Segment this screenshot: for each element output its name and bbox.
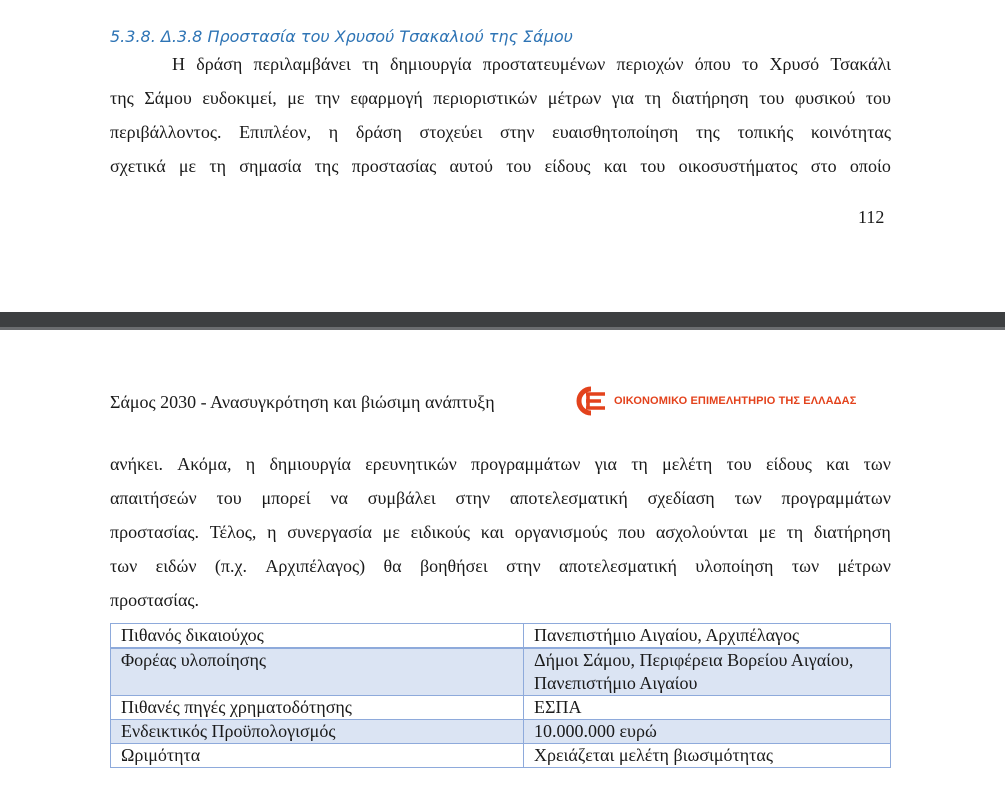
paragraph-line: ανήκει. Ακόμα, η δημιουργία ερευνητικών προγραμμάτων για τη μελέτη του είδους και των [110, 454, 891, 474]
oe-logo-icon [571, 385, 611, 417]
paragraph-page-112 [110, 47, 891, 183]
table-label-cell: Πιθανές πηγές χρηματοδότησης [111, 696, 524, 720]
section-heading: 5.3.8. Δ.3.8 Προστασία του Χρυσού Τσακαλιού της Σάμου [110, 27, 573, 46]
paragraph-line: των ειδών (π.χ. Αρχιπέλαγος) θα βοηθήσει στην αποτελεσματική υλοποίηση των μέτρων [110, 556, 891, 576]
table-value-line: Δήμοι Σάμου, Περιφέρεια Βορείου Αιγαίου, [534, 650, 854, 670]
table-value-cell: ΕΣΠΑ [524, 696, 891, 720]
table-value-cell: Πανεπιστήμιο Αιγαίου, Αρχιπέλαγος [524, 624, 891, 649]
table-value-cell: 10.000.000 ευρώ [524, 720, 891, 744]
table-row [111, 648, 891, 696]
paragraph-line: της Σάμου ευδοκιμεί, με την εφαρμογή περιοριστικών μέτρων για τη διατήρηση του φυσικού του [110, 88, 891, 108]
table-row [111, 624, 891, 649]
logo-text: ΟΙΚΟΝΟΜΙΚΟ ΕΠΙΜΕΛΗΤΗΡΙΟ ΤΗΣ ΕΛΛΑΔΑΣ [614, 395, 857, 407]
document-page-113 [0, 330, 1005, 806]
table-row [111, 720, 891, 744]
running-header: Σάμος 2030 - Ανασυγκρότηση και βιώσιμη ανάπτυξη [110, 392, 495, 412]
paragraph-line: σχετικά με τη σημασία της προστασίας αυτού του είδους και του οικοσυστήματος στο οποίο [110, 156, 891, 176]
paragraph-line: προστασίας. [110, 590, 200, 610]
document-page-112 [0, 0, 1005, 312]
table-value-cell [524, 648, 891, 696]
paragraph-line: περιβάλλοντος. Επιπλέον, η δράση στοχεύει στην ευαισθητοποίηση της τοπικής κοινότητας [110, 122, 891, 142]
paragraph-line: Η δράση περιλαμβάνει τη δημιουργία προστατευμένων περιοχών όπου το Χρυσό Τσακάλι [172, 54, 891, 74]
action-info-table [110, 623, 891, 768]
table-row [111, 744, 891, 768]
chamber-logo [571, 385, 856, 417]
table-label-cell: Πιθανός δικαιούχος [111, 624, 524, 649]
table-value-cell: Χρειάζεται μελέτη βιωσιμότητας [524, 744, 891, 768]
table-label-cell: Ενδεικτικός Προϋπολογισμός [111, 720, 524, 744]
page-number: 112 [858, 207, 885, 227]
paragraph-page-113 [110, 447, 891, 617]
table-value-line: Πανεπιστήμιο Αιγαίου [534, 673, 698, 693]
paragraph-line: προστασίας. Τέλος, η συνεργασία με ειδικούς και οργανισμούς που ασχολούνται με τη διατήρηση [110, 522, 891, 542]
table-label-cell: Ωριμότητα [111, 744, 524, 768]
page-separator [0, 312, 1005, 330]
table-row [111, 696, 891, 720]
table-label-cell: Φορέας υλοποίησης [111, 648, 524, 696]
paragraph-line: απαιτήσεών του μπορεί να συμβάλει στην αποτελεσματική σχεδίαση των προγραμμάτων [110, 488, 891, 508]
